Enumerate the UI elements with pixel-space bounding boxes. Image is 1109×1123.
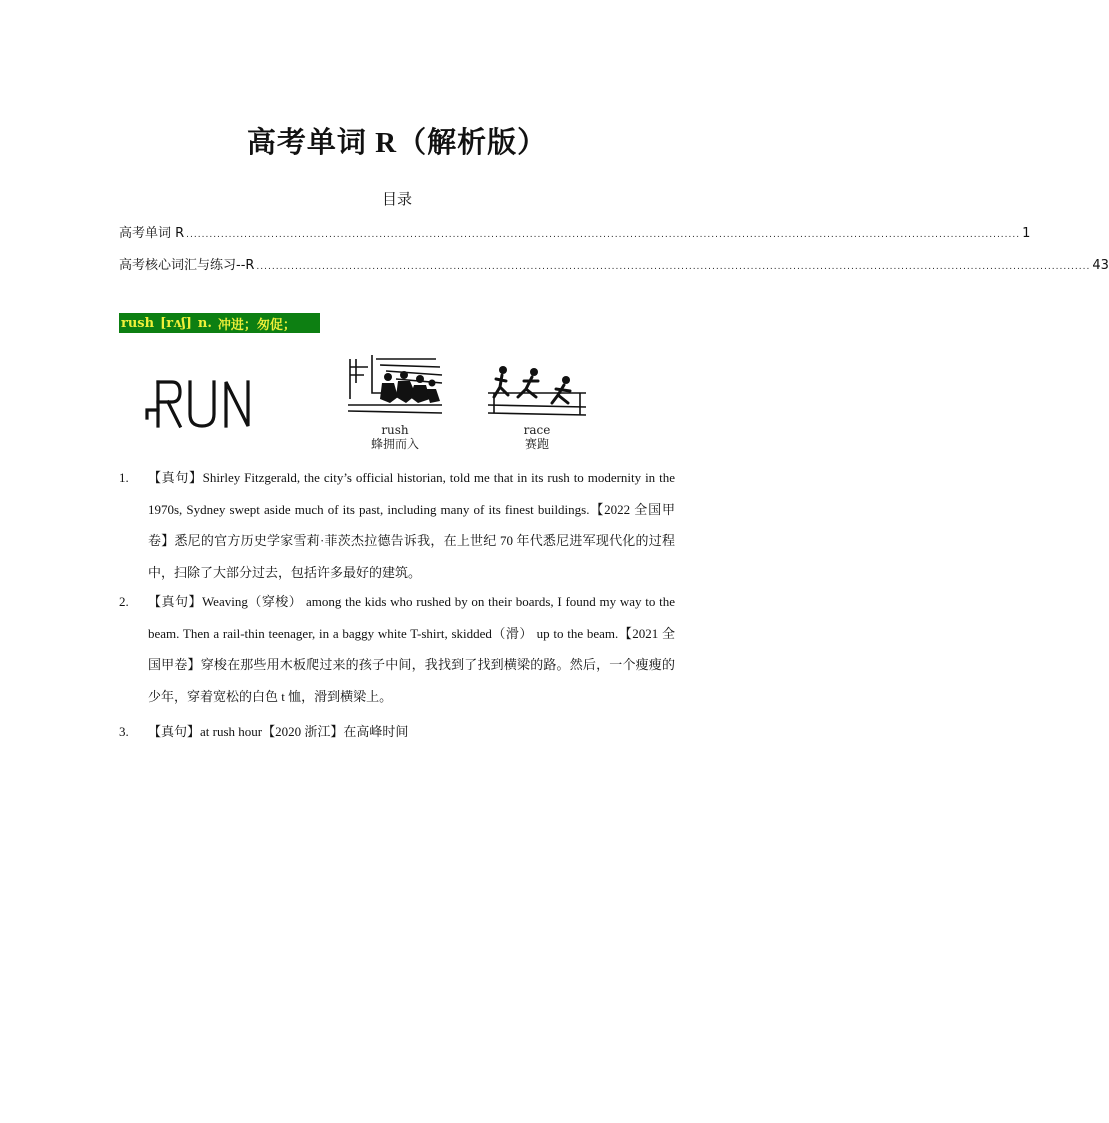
example-item <box>119 462 675 588</box>
example-item <box>119 586 675 712</box>
page-title: 高考单词 R（解析版） <box>246 127 548 159</box>
example-item <box>119 716 675 748</box>
example-number: 1. <box>119 470 129 485</box>
toc-leader-dots: ........................................................................................................................................................................................................................ <box>186 230 1021 240</box>
run-logo-image <box>144 378 256 430</box>
example-number: 3. <box>119 724 129 739</box>
run-logo-icon <box>144 378 256 430</box>
toc-entry[interactable] <box>119 254 1109 273</box>
example-number: 2. <box>119 594 129 609</box>
part-of-speech: n. <box>197 315 212 331</box>
rush-caption-zh: 蜂拥而入 <box>370 437 419 451</box>
race-caption-zh: 赛跑 <box>524 437 549 451</box>
meaning: 冲进；匆促； <box>217 317 296 333</box>
toc-entry[interactable] <box>119 222 1031 241</box>
example-text: 【真句】Shirley Fitzgerald, the city’s official historian, told me that in its rush to modernity in the 1970s, Sydney swept aside much of its past, including many of its finest buildings.【2022 全国甲卷】悉尼的官方历史学家雪莉·菲茨杰拉德告诉我，在上世纪 70 年代悉尼进军现代化的过程中，扫除了大部分过去，包括许多最好的建筑。 <box>148 470 675 580</box>
runners-racing-icon <box>486 363 588 421</box>
toc-entry-label: 高考核心词汇与练习--R <box>119 258 255 273</box>
toc-heading: 目录 <box>381 190 412 208</box>
toc-entry-page: 1 <box>1022 226 1031 241</box>
crowd-rushing-icon <box>346 353 444 421</box>
example-text: 【真句】at rush hour【2020 浙江】在高峰时间 <box>148 724 409 739</box>
toc-entry-label: 高考单词 R <box>119 226 185 241</box>
word-banner <box>119 313 320 333</box>
toc-leader-dots: ........................................................................................................................................................................................................................ <box>256 262 1091 272</box>
example-text: 【真句】Weaving（穿梭） among the kids who rushed by on their boards, I found my way to the beam. Then a rail-thin teenager, in a baggy white T-shirt, skidded（滑） up to the beam.【2021 全国甲卷】穿梭在那些用木板爬过来的孩子中间，我找到了找到横梁的路。然后，一个瘦瘦的少年，穿着宽松的白色 t 恤，滑到横梁上。 <box>148 594 675 704</box>
rush-caption-en: rush <box>381 423 409 437</box>
toc-entry-page: 43 <box>1092 258 1109 273</box>
headword: rush <box>121 315 155 331</box>
race-caption-en: race <box>523 423 551 437</box>
phonetic: [rʌʃ] <box>160 315 192 331</box>
race-illustration <box>486 363 588 455</box>
rush-illustration <box>346 353 444 453</box>
